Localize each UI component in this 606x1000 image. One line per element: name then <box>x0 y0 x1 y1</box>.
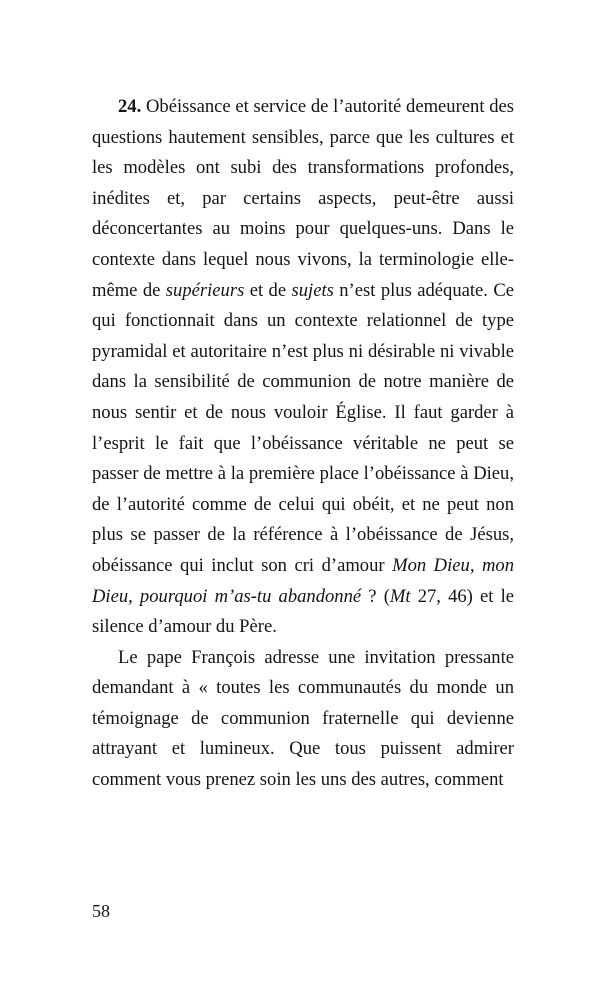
text-run: supérieurs <box>165 279 245 301</box>
text-run: Le pape François adresse une invitation pressante demandant à « toutes les communautés du monde un témoignage de communion fraternelle qui devienne attrayant et lumineux. Que tous puissent admirer comment vous prenez soin les uns des autres, comment <box>92 646 514 791</box>
text-run: 24. <box>118 96 142 117</box>
text-run: Obéissance et service de l’autorité demeurent des questions hautement sensibles, parce que les cultures et les modèles ont subi des transformations profondes, inédites et, par certains aspects, peut-être aussi déconcertantes au moins pour quelques-uns. Dans le contexte dans lequel nous vivons, la terminologie elle-même de <box>92 96 514 301</box>
text-run: 27, 46) et le silence d’amour du Père. <box>92 585 514 638</box>
text-run: Mt <box>389 585 411 607</box>
text-run: ? ( <box>361 585 390 607</box>
text-run: n’est plus adéquate. Ce qui fonctionnait dans un contexte relationnel de type pyramidal et autoritaire n’est plus ni désirable ni vivable dans la sensibilité de communion de notre manière de nous sentir et de nous vouloir Église. Il faut garder à l’esprit le fait que l’obéissance véritable ne peut se passer de mettre à la première place l’obéissance à Dieu, de l’autorité comme de celui qui obéit, et ne peut non plus se passer de la référence à l’obéissance de Jésus, obéissance qui inclut son cri d’amour <box>92 279 514 576</box>
text-run: Mon Dieu, mon Dieu, pourquoi m’as-tu abandonné <box>92 554 514 607</box>
body-text-column <box>92 92 514 796</box>
paragraph-24 <box>92 92 514 643</box>
text-run: sujets <box>291 279 334 301</box>
paragraph-pape-francois <box>92 643 514 796</box>
page-number: 58 <box>92 901 110 921</box>
text-run: et de <box>244 279 292 301</box>
